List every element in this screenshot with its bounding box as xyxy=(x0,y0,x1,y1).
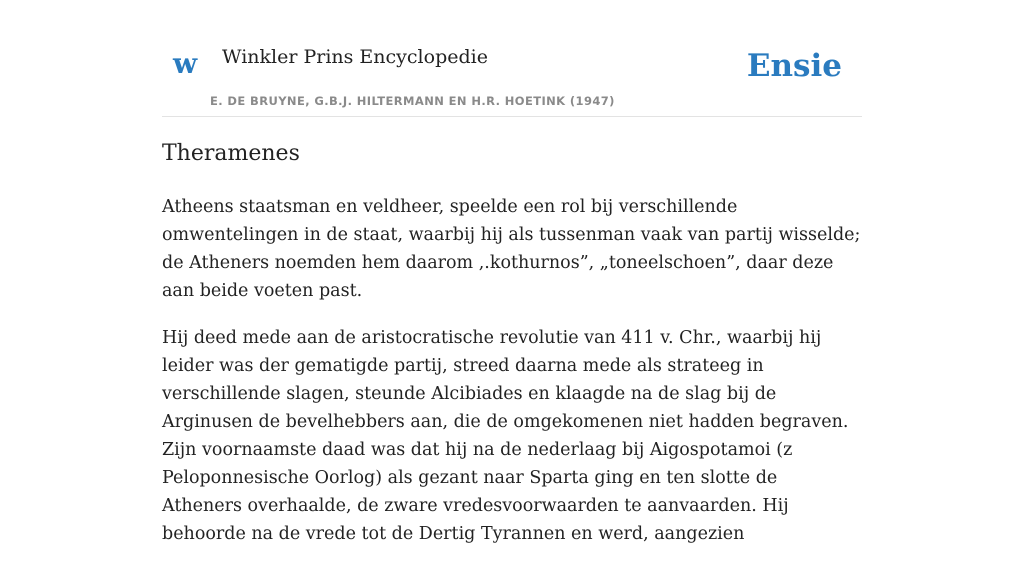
article-title: Theramenes xyxy=(162,141,300,166)
winkler-prins-logo-icon[interactable]: w xyxy=(173,47,198,80)
source-title[interactable]: Winkler Prins Encyclopedie xyxy=(222,46,488,68)
source-authors: E. DE BRUYNE, G.B.J. HILTERMANN EN H.R. HOETINK (1947) xyxy=(210,94,615,108)
article-paragraph: Hij deed mede aan de aristocratische revolutie van 411 v. Chr., waarbij hij leider was der gematigde partij, streed daarna mede als strateeg in verschillende slagen, steunde Alcibiades en klaagde na de slag bij de Arginusen de bevelhebbers aan, die de omgekomenen niet hadden begraven. Zijn voornaamste daad was dat hij na de nederlaag bij Aigospotamoi (z Peloponnesische Oorlog) als gezant naar Sparta ging en ten slotte de Atheners overhaalde, de zware vredesvoorwaarden te aanvaarden. Hij behoorde na de vrede tot de Dertig Tyrannen en werd, aangezien xyxy=(162,327,849,544)
article-paragraph: Atheens staatsman en veldheer, speelde een rol bij verschillende omwentelingen in de staat, waarbij hij als tussenman vaak van partij wisselde; de Atheners noemden hem daarom ,.kothurnos”, „toneelschoen”, daar deze aan beide voeten past. xyxy=(162,196,861,301)
article xyxy=(162,140,862,567)
article-body xyxy=(162,193,862,548)
source-header xyxy=(162,0,862,117)
ensie-brand-logo[interactable]: Ensie xyxy=(746,48,842,84)
